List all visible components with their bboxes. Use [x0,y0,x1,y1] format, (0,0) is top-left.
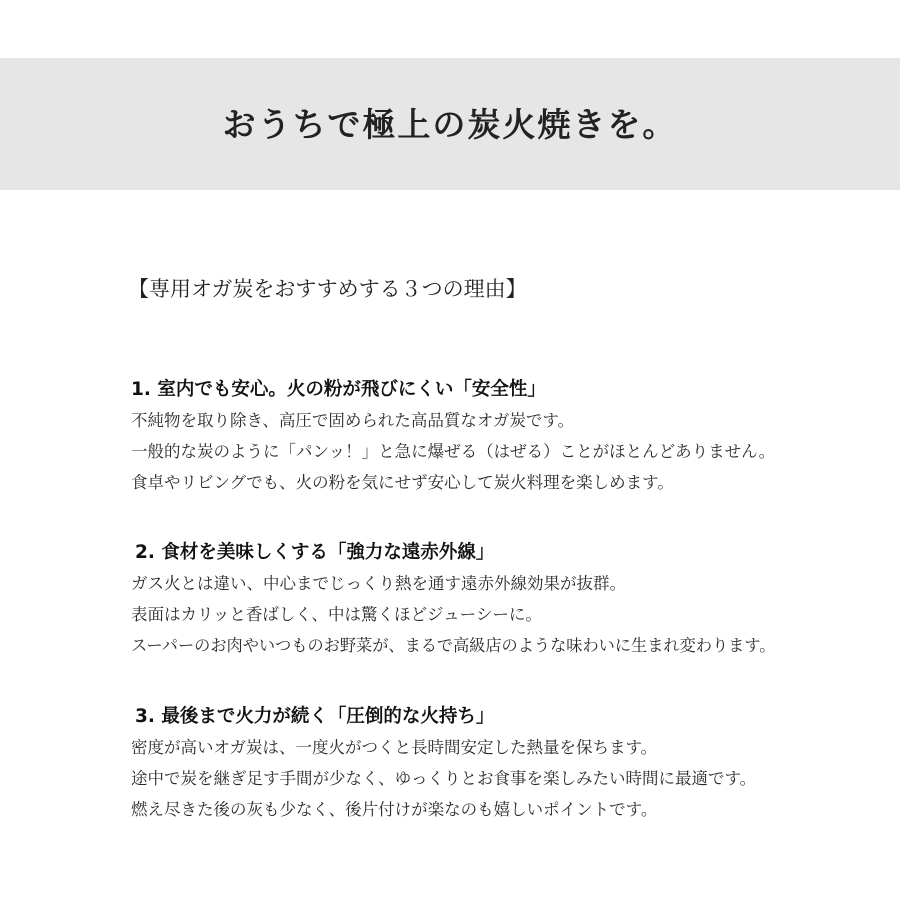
reason-title: 3. 最後まで火力が続く「圧倒的な火持ち」 [135,706,495,727]
reason-line: 不純物を取り除き、高圧で固められた高品質なオガ炭です。 [131,411,575,430]
reason-line: 食卓やリビングでも、火の粉を気にせず安心して炭火料理を楽しめます。 [131,473,674,492]
reason-line: 一般的な炭のように「パンッ！」と急に爆ぜる（はぜる）ことがほとんどありません。 [131,442,776,461]
reason-line: ガス火とは違い、中心までじっくり熱を通す遠赤外線効果が抜群。 [131,574,626,593]
reason-line: 燃え尽きた後の灰も少なく、後片付けが楽なのも嬉しいポイントです。 [131,800,658,819]
reason-block-far-infrared [131,538,891,661]
reason-line: スーパーのお肉やいつものお野菜が、まるで高級店のような味わいに生まれ変わります。 [131,636,776,655]
reason-line: 密度が高いオガ炭は、一度火がつくと長時間安定した熱量を保ちます。 [131,738,658,757]
reason-title: 1. 室内でも安心。火の粉が飛びにくい「安全性」 [131,379,546,400]
reason-line: 途中で炭を継ぎ足す手間が少なく、ゆっくりとお食事を楽しみたい時間に最適です。 [131,769,757,788]
reason-title: 2. 食材を美味しくする「強力な遠赤外線」 [135,542,495,563]
banner-title: おうちで極上の炭火焼きを。 [222,104,678,144]
header-banner [0,58,900,190]
section-heading: 【専用オガ炭をおすすめする３つの理由】 [128,277,527,301]
reason-block-safety [131,375,891,498]
reason-block-burn-time [131,702,891,825]
reason-line: 表面はカリッと香ばしく、中は驚くほどジューシーに。 [131,605,542,624]
